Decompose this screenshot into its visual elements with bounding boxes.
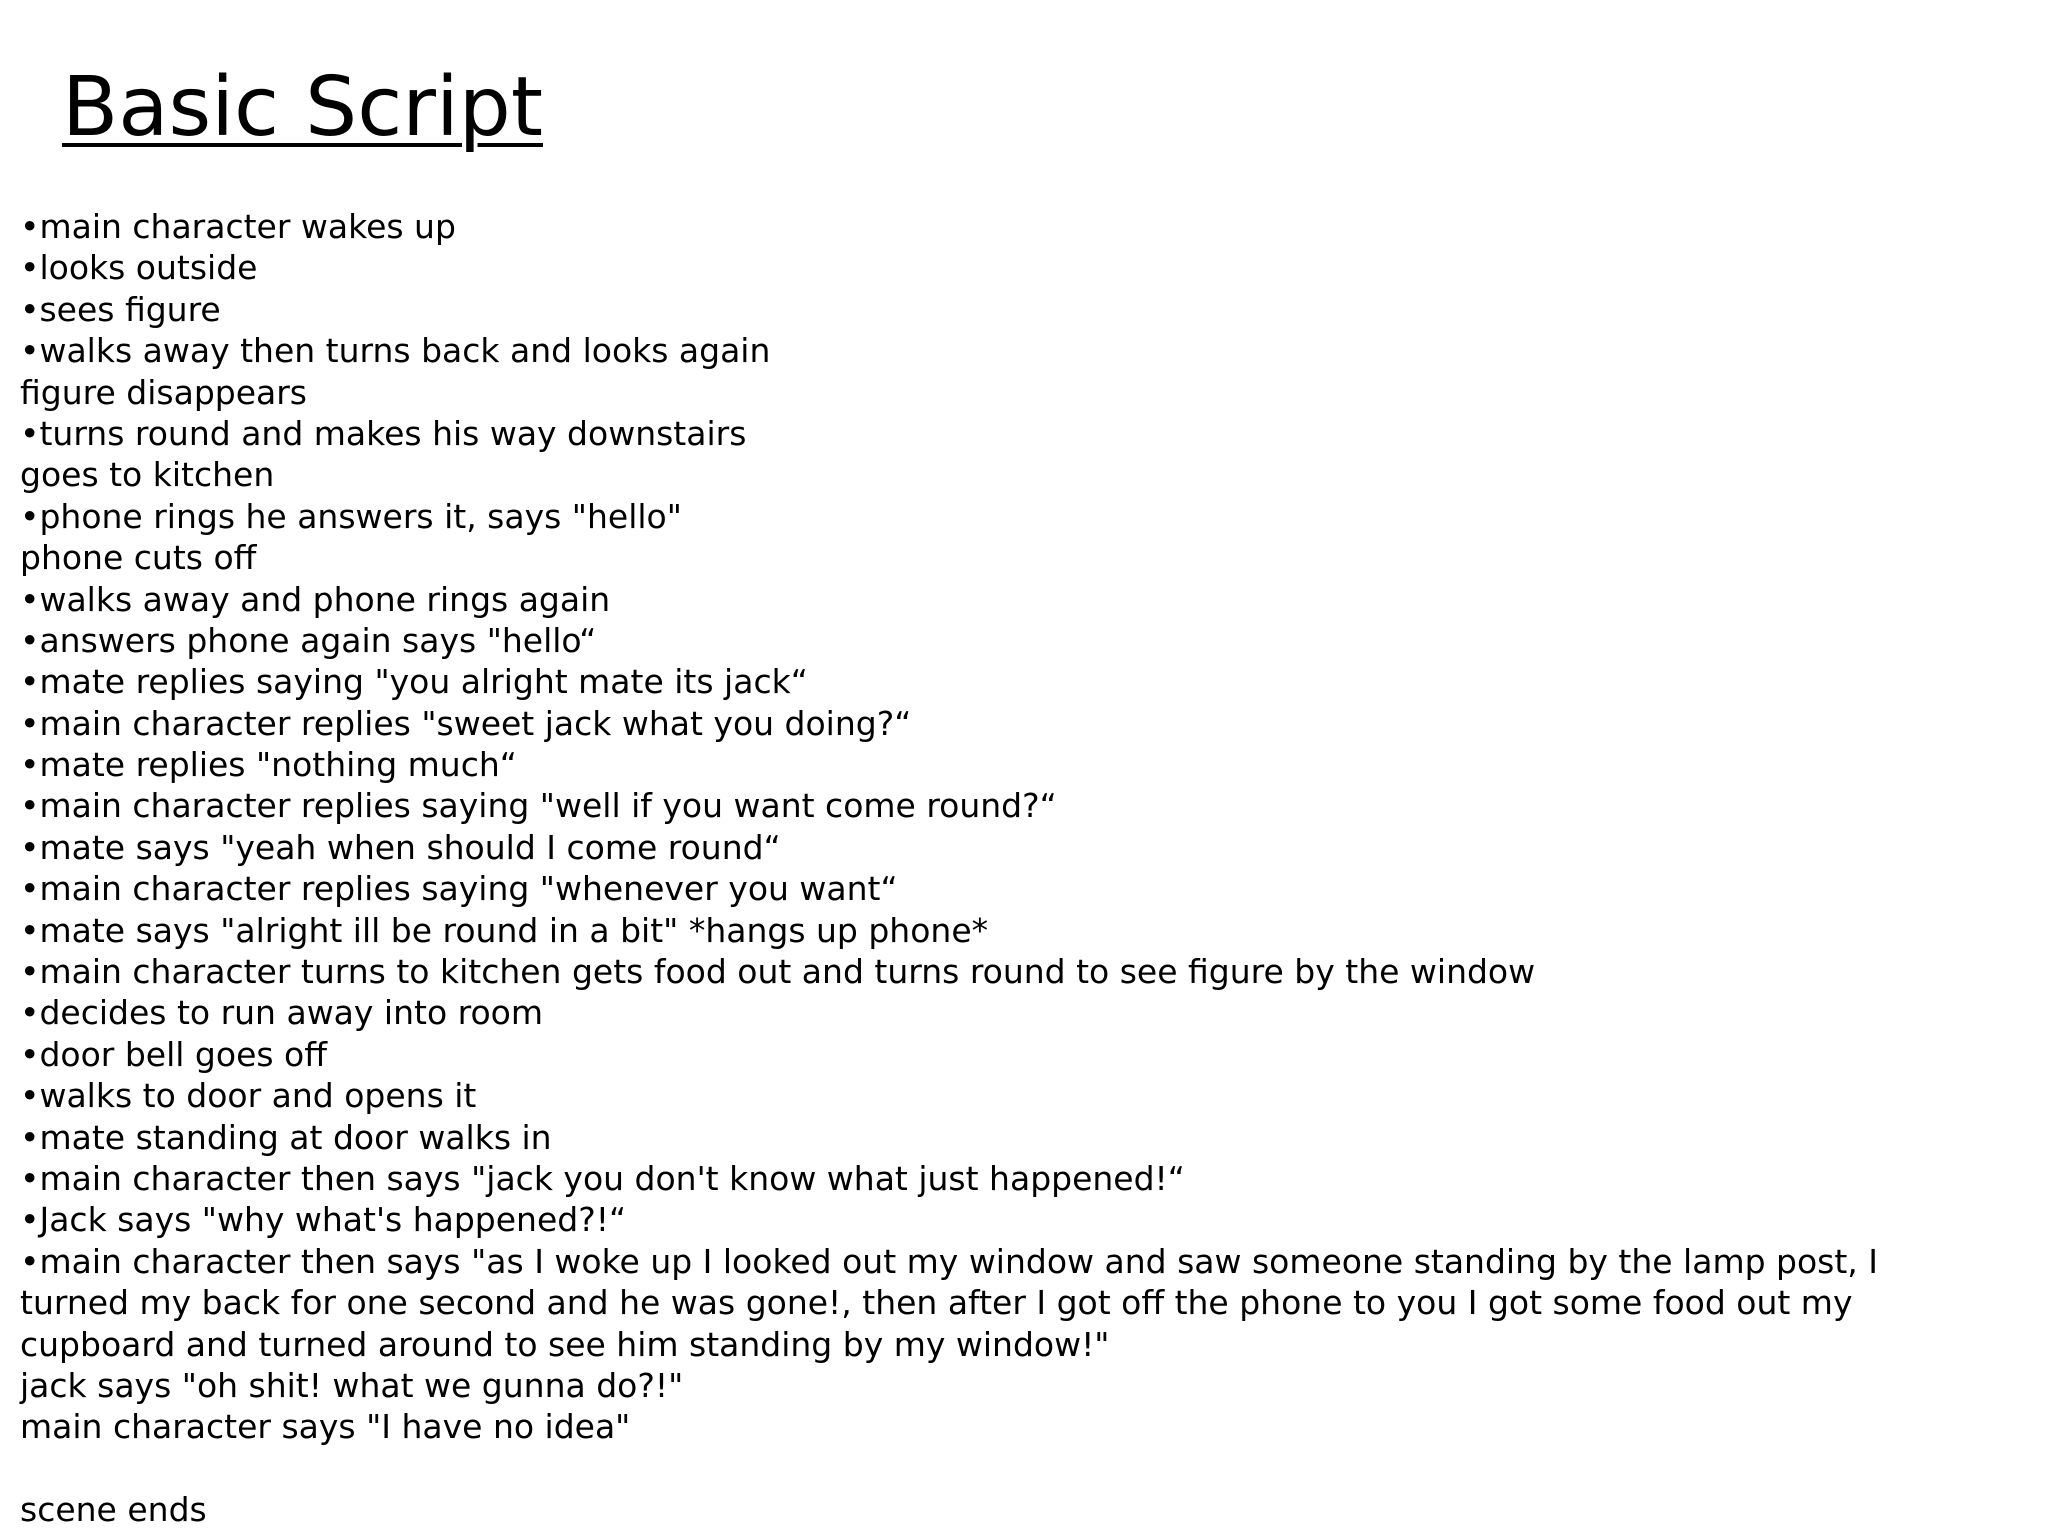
script-line: •walks to door and opens it bbox=[20, 1076, 477, 1116]
script-line: •main character then says "jack you don't know what just happened!“ bbox=[20, 1158, 1185, 1198]
script-line: •main character replies saying "whenever you want“ bbox=[20, 869, 898, 909]
script-line: •main character then says "as I woke up I looked out my window and saw someone standing by the lamp post, I bbox=[20, 1241, 1879, 1281]
script-line: •decides to run away into room bbox=[20, 993, 543, 1033]
script-line: figure disappears bbox=[20, 372, 307, 412]
script-line: •mate replies saying "you alright mate its jack“ bbox=[20, 662, 808, 702]
script-line: •door bell goes off bbox=[20, 1034, 327, 1074]
script-line: •mate replies "nothing much“ bbox=[20, 745, 517, 785]
script-line: turned my back for one second and he was gone!, then after I got off the phone to you I got some food out my bbox=[20, 1283, 1853, 1323]
scene-end-line: scene ends bbox=[20, 1490, 207, 1530]
blank-line-spacer bbox=[20, 1448, 2020, 1489]
script-line: •walks away then turns back and looks again bbox=[20, 331, 771, 371]
script-line: •phone rings he answers it, says "hello" bbox=[20, 496, 682, 536]
script-line: jack says "oh shit! what we gunna do?!" bbox=[20, 1365, 684, 1405]
script-line: •main character turns to kitchen gets food out and turns round to see figure by the window bbox=[20, 952, 1536, 992]
script-line: cupboard and turned around to see him standing by my window!" bbox=[20, 1324, 1110, 1364]
script-line: •main character replies "sweet jack what you doing?“ bbox=[20, 703, 912, 743]
script-line: •Jack says "why what's happened?!“ bbox=[20, 1200, 627, 1240]
script-line: main character says "I have no idea" bbox=[20, 1407, 631, 1447]
page-title: Basic Script bbox=[62, 60, 543, 155]
script-line: •answers phone again says "hello“ bbox=[20, 620, 597, 660]
script-line: •mate says "yeah when should I come round“ bbox=[20, 827, 781, 867]
script-line: •looks outside bbox=[20, 248, 258, 288]
script-line: phone cuts off bbox=[20, 538, 257, 578]
script-line: •mate says "alright ill be round in a bit" *hangs up phone* bbox=[20, 910, 989, 950]
script-line: •sees figure bbox=[20, 289, 221, 329]
script-body bbox=[20, 206, 2020, 1531]
script-line: goes to kitchen bbox=[20, 455, 275, 495]
script-line: •main character wakes up bbox=[20, 207, 456, 246]
script-line: •walks away and phone rings again bbox=[20, 579, 611, 619]
script-line: •mate standing at door walks in bbox=[20, 1117, 552, 1157]
script-line: •main character replies saying "well if you want come round?“ bbox=[20, 786, 1057, 826]
script-line: •turns round and makes his way downstairs bbox=[20, 413, 747, 453]
